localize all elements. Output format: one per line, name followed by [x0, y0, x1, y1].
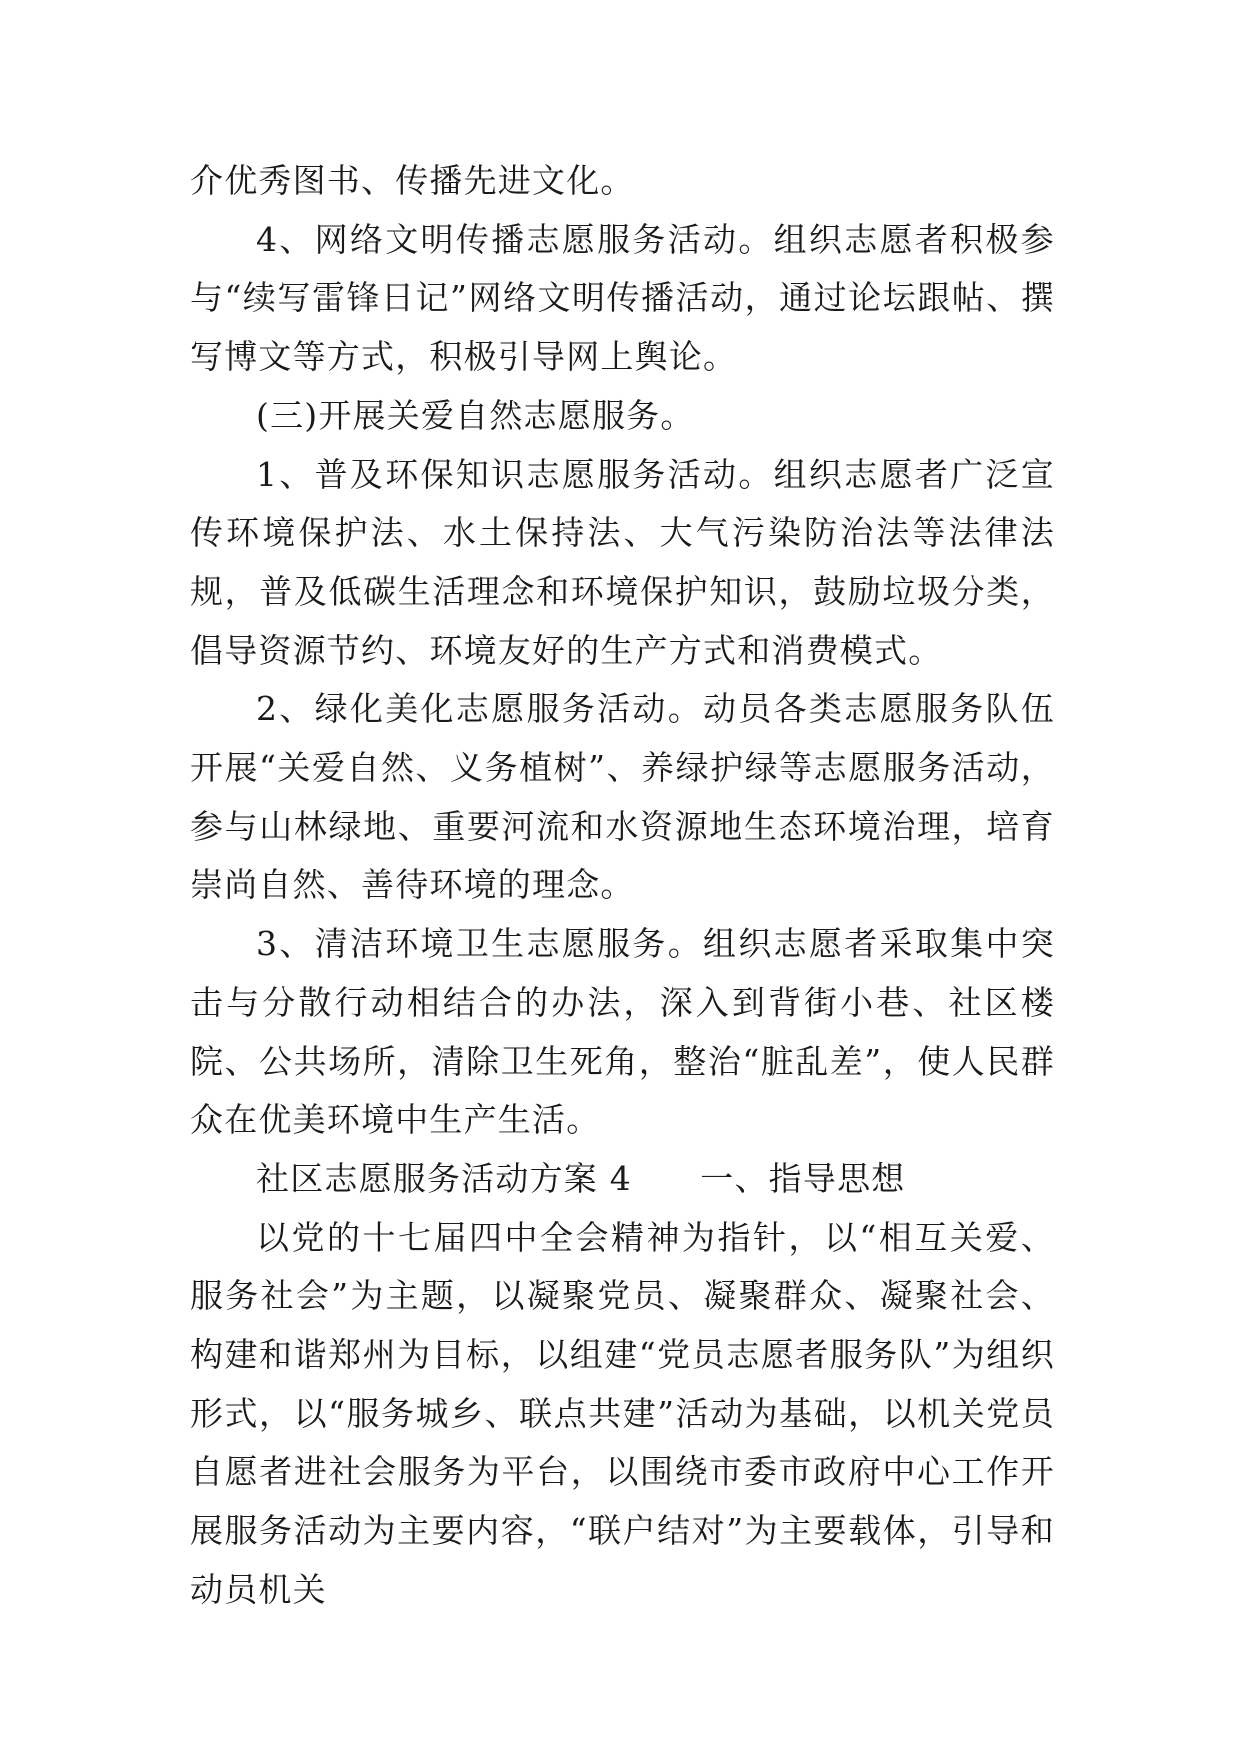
paragraph-item-1-environmental-knowledge: 1、普及环保知识志愿服务活动。组织志愿者广泛宣传环境保护法、水土保持法、大气污染防治法等法律法规，普及低碳生活理念和环境保护知识，鼓励垃圾分类，倡导资源节约、环境友好的生产方式和消费模式。: [190, 454, 1055, 670]
plan-title-heading: 社区志愿服务活动方案 4 一、指导思想: [256, 1158, 906, 1198]
paragraph-item-2-greening: 2、绿化美化志愿服务活动。动员各类志愿服务队伍开展“关爱自然、义务植树”、养绿护绿等志愿服务活动，参与山林绿地、重要河流和水资源地生态环境治理，培育崇尚自然、善待环境的理念。: [190, 689, 1055, 905]
paragraph-item-3-cleaning: 3、清洁环境卫生志愿服务。组织志愿者采取集中突击与分散行动相结合的办法，深入到背街小巷、社区楼院、公共场所，清除卫生死角，整治“脏乱差”，使人民群众在优美环境中生产生活。: [190, 924, 1055, 1140]
document-body: [190, 152, 1055, 1620]
paragraph-item-4-network-civility: 4、网络文明传播志愿服务活动。组织志愿者积极参与“续写雷锋日记”网络文明传播活动，通过论坛跟帖、撰写博文等方式，积极引导网上舆论。: [190, 219, 1055, 377]
section-heading-care-for-nature: (三)开展关爱自然志愿服务。: [256, 395, 695, 435]
paragraph-guiding-ideology: 以党的十七届四中全会精神为指针，以“相互关爱、服务社会”为主题，以凝聚党员、凝聚群众、凝聚社会、构建和谐郑州为目标，以组建“党员志愿者服务队”为组织形式，以“服务城乡、联点共建”活动为基础，以机关党员自愿者进社会服务为平台，以围绕市委市政府中心工作开展服务活动为主要内容，“联户结对”为主要载体，引导和动员机关: [190, 1217, 1055, 1609]
paragraph-continuation: 介优秀图书、传播先进文化。: [190, 161, 635, 200]
